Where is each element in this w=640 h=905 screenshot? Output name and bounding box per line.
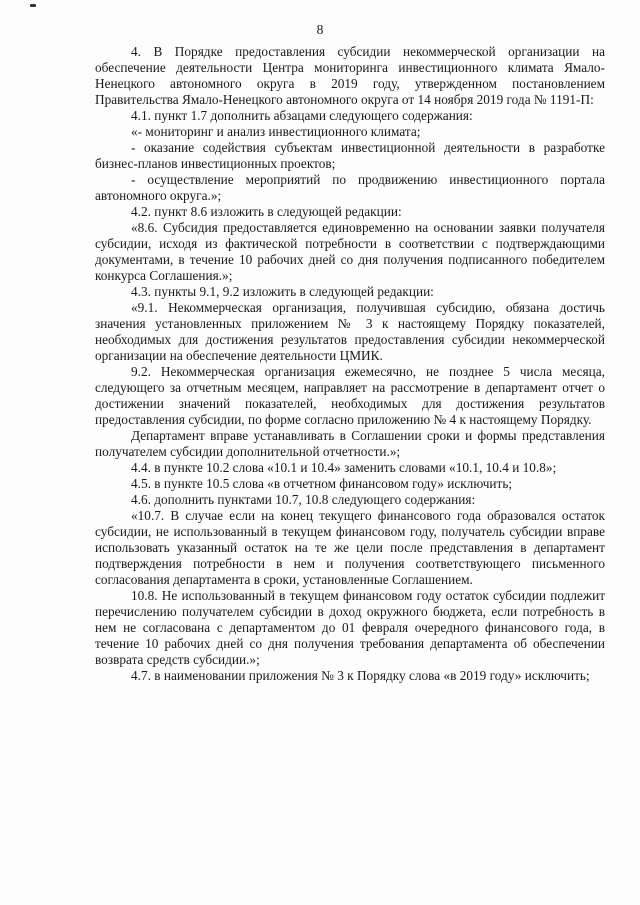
page-number: 8 — [316, 22, 324, 37]
paragraph: 10.8. Не использованный в текущем финансовом году остаток субсидии подлежит перечислению получателем субсидии в доход окружного бюджета, если потребность в нем не согласована с департаментом до 01 февраля очередного финансового года, в течение 10 рабочих дней со дня получения требования департамента об обеспечении возврата средств субсидии.»; — [95, 588, 605, 667]
paragraph: Департамент вправе устанавливать в Соглашении сроки и формы представления получателем субсидии дополнительной отчетности.»; — [95, 428, 605, 459]
paragraph: «- мониторинг и анализ инвестиционного климата; — [131, 124, 421, 139]
paragraph: 9.2. Некоммерческая организация ежемесячно, не позднее 5 числа месяца, следующего за отчетным месяцем, направляет на рассмотрение в департамент отчет о достижении значений показателей, необходимых для достижения результатов предоставления субсидии, по форме согласно приложению № 4 к настоящему Порядку. — [95, 364, 605, 427]
paragraph: 4.6. дополнить пунктами 10.7, 10.8 следующего содержания: — [131, 492, 476, 507]
document-body — [95, 44, 605, 684]
paragraph: - осуществление мероприятий по продвижению инвестиционного портала автономного округа.»; — [95, 172, 605, 203]
paragraph: «10.7. В случае если на конец текущего финансового года образовался остаток субсидии, не использованный в текущем финансовом году, получатель субсидии вправе использовать указанный остаток на те же цели после представления в департамент подтверждения потребности в нем и получения соответствующего письменного согласования департамента в сроки, установленные Соглашением. — [95, 508, 605, 587]
paragraph: «8.6. Субсидия предоставляется единовременно на основании заявки получателя субсидии, исходя из фактической потребности в соответствии с подтверждающими документами, в течение 10 рабочих дней со дня получения подписанного победителем конкурса Соглашения.»; — [95, 220, 605, 283]
paragraph: 4.2. пункт 8.6 изложить в следующей редакции: — [131, 204, 402, 219]
paragraph: 4.1. пункт 1.7 дополнить абзацами следующего содержания: — [131, 108, 473, 123]
scan-speck — [30, 4, 36, 7]
paragraph: 4.5. в пункте 10.5 слова «в отчетном финансовом году» исключить; — [131, 476, 513, 491]
paragraph: «9.1. Некоммерческая организация, получившая субсидию, обязана достичь значения установленных приложением № 3 к настоящему Порядку показателей, необходимых для достижения результатов предоставления субсидии некоммерческой организации на обеспечение деятельности ЦМИК. — [95, 300, 605, 363]
paragraph: 4.4. в пункте 10.2 слова «10.1 и 10.4» заменить словами «10.1, 10.4 и 10.8»; — [131, 460, 557, 475]
paragraph: 4. В Порядке предоставления субсидии некоммерческой организации на обеспечение деятельности Центра мониторинга инвестиционного климата Ямало-Ненецкого автономного округа в 2019 году, утвержденном постановлением Правительства Ямало-Ненецкого автономного округа от 14 ноября 2019 года № 1191-П: — [95, 44, 605, 107]
paragraph: 4.3. пункты 9.1, 9.2 изложить в следующей редакции: — [131, 284, 434, 299]
paragraph: 4.7. в наименовании приложения № 3 к Порядку слова «в 2019 году» исключить; — [131, 668, 590, 683]
paragraph: - оказание содействия субъектам инвестиционной деятельности в разработке бизнес-планов инвестиционных проектов; — [95, 140, 605, 171]
